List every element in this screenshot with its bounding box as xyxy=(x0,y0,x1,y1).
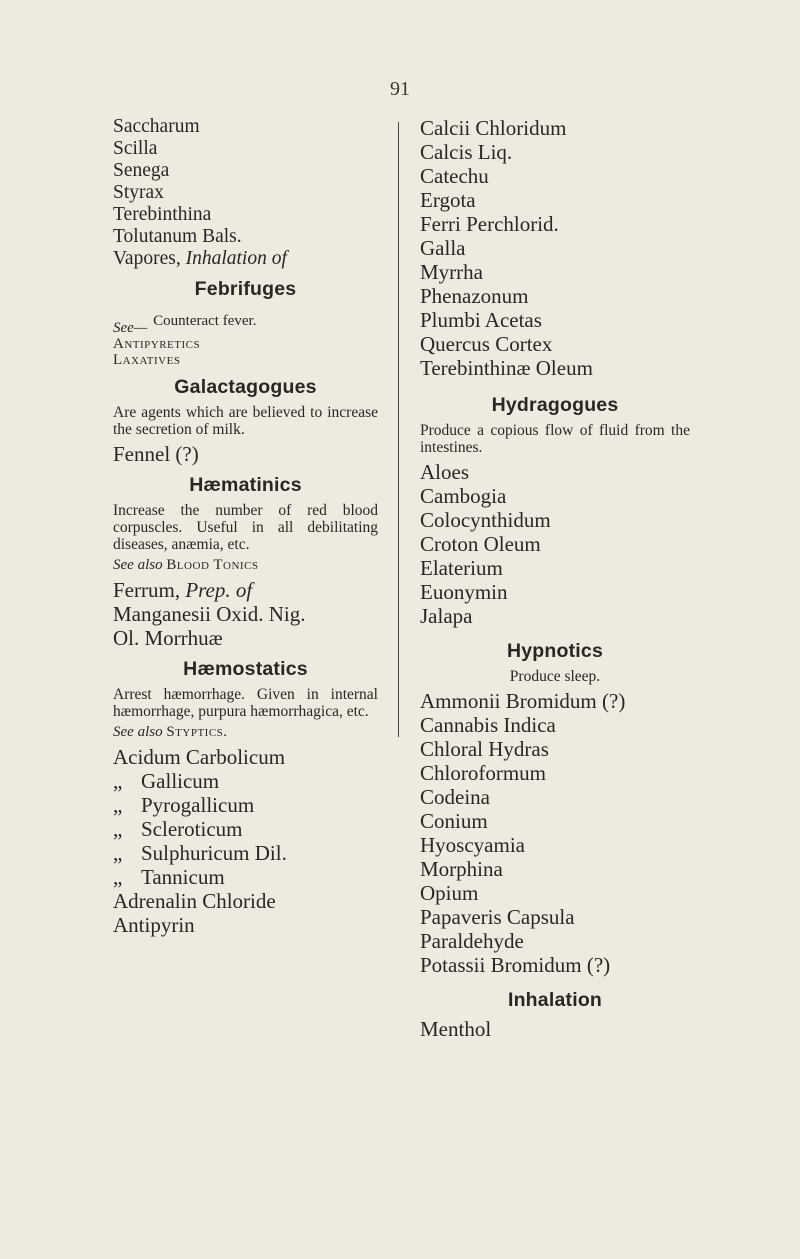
list-item: „ Tannicum xyxy=(113,865,225,889)
list-item: Terebinthina xyxy=(113,204,212,225)
list-item: „ Pyrogallicum xyxy=(113,793,255,817)
see-also-line xyxy=(113,557,378,574)
right-column xyxy=(420,116,690,1041)
list-item: Colocynthidum xyxy=(420,508,551,532)
list-item: Ol. Morrhuæ xyxy=(113,626,223,650)
see-label: See— xyxy=(113,320,148,336)
list-item: „ Sulphuricum Dil. xyxy=(113,841,287,865)
cross-reference: Styptics. xyxy=(166,724,228,740)
list-item: „ Scleroticum xyxy=(113,817,243,841)
haematinics-desc: Increase the number of red blood corpuscles. Useful in all debilitating diseases, anæmia, etc. xyxy=(113,502,378,553)
list-item: Scilla xyxy=(113,138,158,159)
ditto-mark: „ xyxy=(113,793,123,817)
list-item: Morphina xyxy=(420,857,503,881)
cross-reference: Laxatives xyxy=(113,352,181,368)
list-item: Saccharum xyxy=(113,116,200,137)
ditto-mark: „ xyxy=(113,817,123,841)
list-item: Chloral Hydras xyxy=(420,737,549,761)
see-also-line xyxy=(113,724,378,741)
list-item: Antipyrin xyxy=(113,913,195,937)
vapores-ref: Inhalation of xyxy=(185,248,287,269)
cross-reference: Antipyretics xyxy=(113,336,201,352)
list-item: Cambogia xyxy=(420,484,507,508)
galactagogues-desc: Are agents which are believed to increase the secretion of milk. xyxy=(113,404,378,438)
list-item: Fennel (?) xyxy=(113,442,199,466)
list-item: Euonymin xyxy=(420,580,508,604)
section-heading-febrifuges: Febrifuges xyxy=(194,278,297,300)
list-item: Catechu xyxy=(420,164,489,188)
list-item: Papaveris Capsula xyxy=(420,905,575,929)
febrifuges-desc: Counteract fever. xyxy=(153,313,257,329)
left-column xyxy=(113,116,378,937)
list-item: Cannabis Indica xyxy=(420,713,556,737)
list-item: Ammonii Bromidum (?) xyxy=(420,689,626,713)
cross-reference: Blood Tonics xyxy=(166,557,259,573)
list-item: Plumbi Acetas xyxy=(420,308,542,332)
vapores-prefix: Vapores, xyxy=(113,248,181,269)
list-item: Opium xyxy=(420,881,479,905)
ditto-mark: „ xyxy=(113,769,123,793)
list-item: Myrrha xyxy=(420,260,483,284)
vapores-line xyxy=(113,248,378,270)
hydragogues-desc: Produce a copious flow of fluid from the intestines. xyxy=(420,422,690,456)
list-item: Chloroformum xyxy=(420,761,546,785)
see-also-label: See also xyxy=(113,724,163,740)
list-item: Potassii Bromidum (?) xyxy=(420,953,611,977)
list-item: Ergota xyxy=(420,188,476,212)
section-heading-hypnotics: Hypnotics xyxy=(506,640,604,662)
ferrum-ref: Prep. of xyxy=(185,578,253,602)
list-item: Styrax xyxy=(113,182,164,203)
list-item: Acidum Carbolicum xyxy=(113,745,286,769)
list-item: Quercus Cortex xyxy=(420,332,553,356)
list-item: Menthol xyxy=(420,1017,492,1041)
page-number: 91 xyxy=(390,78,410,100)
list-item: Croton Oleum xyxy=(420,532,541,556)
section-heading-hydragogues: Hydragogues xyxy=(491,394,619,416)
list-item: Conium xyxy=(420,809,488,833)
list-item: Terebinthinæ Oleum xyxy=(420,356,593,380)
list-item: Senega xyxy=(113,160,170,181)
section-heading-haematinics: Hæmatinics xyxy=(189,474,302,496)
haemostatics-desc: Arrest hæmorrhage. Given in internal hæmorrhage, purpura hæmorrhagica, etc. xyxy=(113,686,378,720)
list-item: Codeina xyxy=(420,785,490,809)
see-also-label: See also xyxy=(113,557,163,573)
section-heading-galactagogues: Galactagogues xyxy=(174,376,317,398)
column-divider xyxy=(398,122,399,737)
list-item: Manganesii Oxid. Nig. xyxy=(113,602,306,626)
list-item: Calcii Chloridum xyxy=(420,116,567,140)
list-item: Ferri Perchlorid. xyxy=(420,212,559,236)
list-item: Elaterium xyxy=(420,556,503,580)
list-item: Phenazonum xyxy=(420,284,529,308)
section-heading-inhalation: Inhalation xyxy=(507,989,603,1011)
list-item: Calcis Liq. xyxy=(420,140,513,164)
list-item: Galla xyxy=(420,236,466,260)
list-item: Jalapa xyxy=(420,604,473,628)
list-item: Hyoscyamia xyxy=(420,833,525,857)
list-item: Tolutanum Bals. xyxy=(113,226,242,247)
ditto-mark: „ xyxy=(113,841,123,865)
list-item: „ Gallicum xyxy=(113,769,220,793)
hypnotics-desc: Produce sleep. xyxy=(509,668,601,685)
febrifuges-see-block xyxy=(113,306,378,368)
list-item: Paraldehyde xyxy=(420,929,524,953)
list-item: Aloes xyxy=(420,460,469,484)
ditto-mark: „ xyxy=(113,865,123,889)
list-item: Adrenalin Chloride xyxy=(113,889,276,913)
section-heading-haemostatics: Hæmostatics xyxy=(183,658,308,680)
list-item: Ferrum, Prep. of xyxy=(113,578,253,602)
